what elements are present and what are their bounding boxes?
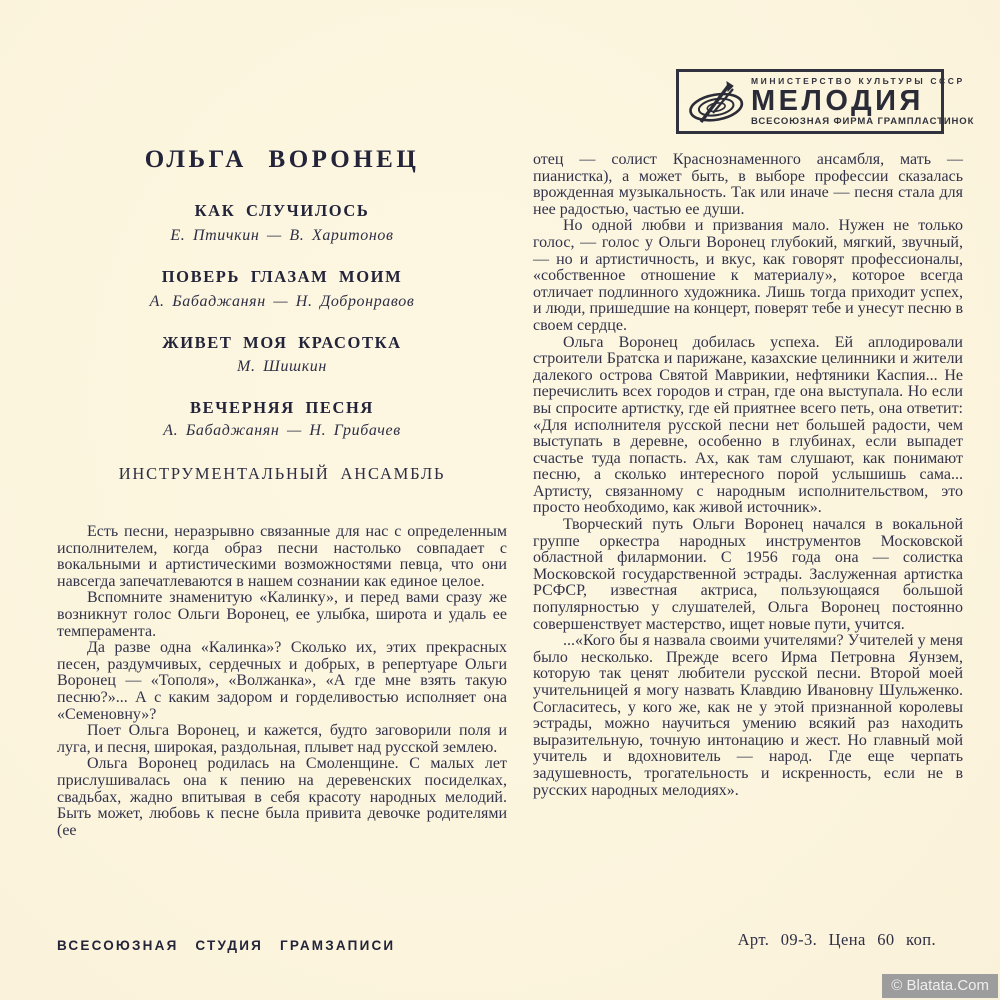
liner-paragraph: Вспомните знаменитую «Калинку», и перед вами сразу же возникнут голос Ольги Воронец, ее улыбка, широта и удаль ее темперамента. xyxy=(57,589,507,640)
track-1-authors: Е. Птичкин — В. Харитонов xyxy=(170,227,394,244)
track-3-authors: М. Шишкин xyxy=(237,358,327,375)
track-3-title: ЖИВЕТ МОЯ КРАСОТКА xyxy=(162,333,402,352)
ministry-label: МИНИСТЕРСТВО КУЛЬТУРЫ СССР xyxy=(751,76,965,86)
artist-title: ОЛЬГА ВОРОНЕЦ xyxy=(144,146,420,173)
ensemble-label: ИНСТРУМЕНТАЛЬНЫЙ АНСАМБЛЬ xyxy=(118,464,446,483)
melodiya-brand-wordmark: МЕЛОДИЯ xyxy=(751,85,924,117)
track-4-authors: А. Бабаджанян — Н. Грибачев xyxy=(163,422,401,439)
melodiya-logo-box xyxy=(676,69,975,134)
liner-paragraph: Поет Ольга Воронец, и кажется, будто заговорили поля и луга, и песня, широкая, раздольная, плывет над русской землею. xyxy=(57,722,507,756)
studio-imprint: ВСЕСОЮЗНАЯ СТУДИЯ ГРАМЗАПИСИ xyxy=(57,938,396,953)
blatata-watermark: © Blatata.Com xyxy=(882,974,998,998)
liner-paragraph-continuation: отец — солист Краснознаменного ансамбля, мать — пианистка), а может быть, в выборе профессии сказалась врожденная музыкальность. Так или иначе — песня стала для нее радостью, частью ее души. xyxy=(533,151,963,218)
liner-paragraph: Есть песни, неразрывно связанные для нас с определенным исполнителем, когда образ песни настолько совпадает с вокальными и артистическими возможностями певца, что они навсегда запечатлеваются в нашем сознании как единое целое. xyxy=(57,523,507,590)
liner-paragraph: Ольга Воронец добилась успеха. Ей аплодировали строители Братска и парижане, казахские целинники и жители далекого острова Святой Маврикии, нефтяники Каспия... Не перечислить всех городов и стран, где она выступала. Но если вы спросите артистку, где ей приятнее всего петь, она ответит: «Для исполнителя русской песни нет большей радости, чем выступать в деревне, особенно в глубинах, если выпадет счастье туда попасть. Ах, как там слушают, как понимают песню, а сколько интересного порой услышишь сама... Артисту, связанному с народным исполнительством, это просто необходимо, как живой источник». xyxy=(533,333,963,517)
liner-paragraph: Ольга Воронец родилась на Смоленщине. С малых лет прислушивалась она к пению на деревенских посиделках, свадьбах, жадно впитывая в себя красоту народных мелодий. Быть может, любовь к песне была привита девочке родителями (ее xyxy=(57,755,507,839)
liner-notes-right-column xyxy=(533,152,963,799)
liner-notes-left-column xyxy=(57,524,507,839)
liner-paragraph: Творческий путь Ольги Воронец начался в вокальной группе оркестра народных инструментов Московской областной филармонии. С 1956 года она — солистка Московской государственной эстрады. Заслуженная артистка РСФСР, известная актриса, пользующаяся большой популярностью у слушателей, Ольга Воронец постоянно совершенствует мастерство, ищет новые пути, учится. xyxy=(533,516,963,633)
track-1-title: КАК СЛУЧИЛОСЬ xyxy=(194,201,370,220)
melodiya-logo-text xyxy=(751,76,978,127)
catalog-number-and-price: Арт. 09-3. Цена 60 коп. xyxy=(737,930,936,949)
firm-label: ВСЕСОЮЗНАЯ ФИРМА ГРАМПЛАСТИНОК xyxy=(751,116,975,127)
liner-paragraph: Да разве одна «Калинка»? Сколько их, этих прекрасных песен, раздумчивых, сердечных и добрых, в репертуаре Ольги Воронец — «Тополя», «Волжанка», «А где мне взять такую песню?»... А с каким задором и горделивостью исполняет она «Семеновну»? xyxy=(57,639,507,723)
track-4-title: ВЕЧЕРНЯЯ ПЕСНЯ xyxy=(190,398,374,417)
liner-paragraph: Но одной любви и призвания мало. Нужен не только голос, — голос у Ольги Воронец глубокий, мягкий, звучный, — но и артистичность, и вкус, как говорят профессионалы, «собственное отношение к материалу», которое всегда отличает подлинного художника. Лишь тогда приходит успех, и люди, пришедшие на концерт, поверят тебе и унесут песню в своем сердце. xyxy=(533,217,963,334)
liner-paragraph: ...«Кого бы я назвала своими учителями? Учителей у меня было несколько. Прежде всего Ирма Петровна Яунзем, которую так ценят любители русской песни. Второй моей учительницей я могу назвать Клавдию Ивановну Шульженко. Согласитесь, у кого же, как не у этой признанной королевы эстрады, можно научиться умению всякий раз находить выразительную, точную интонацию и жест. Но главный мой учитель и вдохновитель — народ. Где еще черпать задушевность, трогательность и искренность, если не в русских народных мелодиях». xyxy=(533,632,963,799)
track-2-title: ПОВЕРЬ ГЛАЗАМ МОИМ xyxy=(161,267,403,286)
track-2-authors: А. Бабаджанян — Н. Добронравов xyxy=(149,293,415,310)
melodiya-record-icon xyxy=(683,79,751,125)
